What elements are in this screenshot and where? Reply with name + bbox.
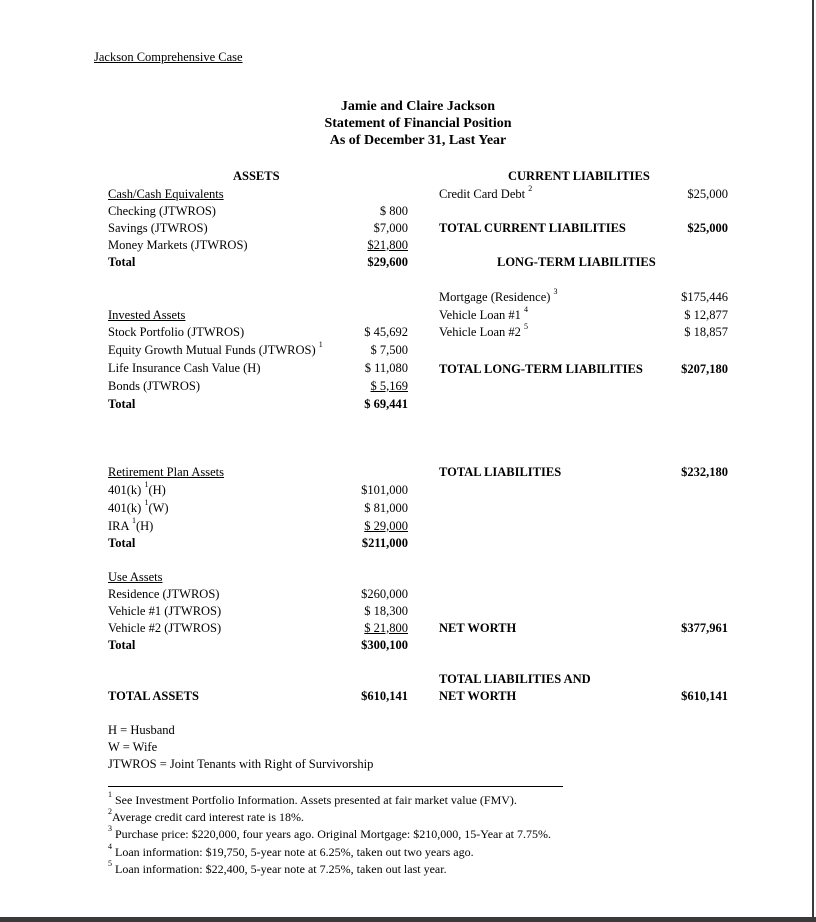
asset-value: $101,000 bbox=[361, 483, 408, 497]
asset-label: Bonds (JTWROS) bbox=[108, 379, 201, 393]
footnote-ref: 1 bbox=[131, 516, 136, 525]
heading-names: Jamie and Claire Jackson bbox=[340, 99, 496, 114]
footnote bbox=[108, 792, 517, 808]
footnote-number: 5 bbox=[108, 859, 112, 868]
page-frame-bottom bbox=[0, 917, 816, 922]
asset-label bbox=[108, 500, 169, 516]
footnote-ref: 1 bbox=[144, 498, 149, 507]
total-liabilities-label: TOTAL LIABILITIES bbox=[439, 465, 562, 479]
asset-value: $7,000 bbox=[373, 221, 408, 235]
asset-value: $ 18,300 bbox=[364, 604, 408, 618]
asset-label bbox=[108, 518, 153, 534]
footnote-ref: 2 bbox=[528, 184, 533, 193]
asset-value: $ 7,500 bbox=[370, 343, 408, 357]
footnote-number: 2 bbox=[108, 807, 112, 816]
footnote-divider bbox=[108, 786, 563, 787]
liability-label-text: Mortgage (Residence) bbox=[439, 290, 551, 304]
asset-label: Residence (JTWROS) bbox=[108, 587, 220, 601]
total-liabilities-value: $232,180 bbox=[681, 465, 728, 479]
assets-header: ASSETS bbox=[233, 169, 280, 183]
asset-value: $ 21,800 bbox=[364, 621, 408, 635]
legend-wife: W = Wife bbox=[108, 740, 158, 754]
asset-label: Savings (JTWROS) bbox=[108, 221, 208, 235]
total-long-term-liabilities-value: $207,180 bbox=[681, 362, 728, 376]
asset-label-text: 401(k) bbox=[108, 501, 142, 515]
total-liabilities-net-worth-label-line2: NET WORTH bbox=[439, 689, 517, 703]
heading-date: As of December 31, Last Year bbox=[329, 133, 507, 148]
invested-section-title: Invested Assets bbox=[108, 308, 186, 322]
footnote-text: Average credit card interest rate is 18%. bbox=[112, 810, 305, 824]
retirement-section-title: Retirement Plan Assets bbox=[108, 465, 224, 479]
footnote-ref: 1 bbox=[144, 480, 149, 489]
asset-value: $260,000 bbox=[361, 587, 408, 601]
footnote bbox=[108, 861, 447, 877]
asset-label: Vehicle #2 (JTWROS) bbox=[108, 621, 222, 635]
total-liabilities-net-worth-label-line1: TOTAL LIABILITIES AND bbox=[439, 672, 591, 686]
net-worth-value: $377,961 bbox=[681, 621, 728, 635]
invested-total-label: Total bbox=[108, 397, 136, 411]
footnote bbox=[108, 809, 304, 825]
credit-card-value: $25,000 bbox=[687, 187, 728, 201]
asset-value: $ 800 bbox=[379, 204, 408, 218]
asset-label-owner: (H) bbox=[148, 483, 166, 497]
asset-label: Life Insurance Cash Value (H) bbox=[108, 361, 261, 375]
credit-card-label-text: Credit Card Debt bbox=[439, 187, 526, 201]
cash-section-title: Cash/Cash Equivalents bbox=[108, 187, 224, 201]
total-long-term-liabilities-label: TOTAL LONG-TERM LIABILITIES bbox=[439, 362, 643, 376]
heading-statement: Statement of Financial Position bbox=[324, 116, 512, 131]
footnote-ref: 4 bbox=[524, 305, 529, 314]
footnote-ref: 3 bbox=[553, 287, 558, 296]
liability-label-text: Vehicle Loan #2 bbox=[439, 325, 521, 339]
page-frame-right bbox=[812, 0, 814, 922]
asset-label-text: 401(k) bbox=[108, 483, 142, 497]
liability-value: $175,446 bbox=[681, 290, 728, 304]
invested-total-value: $ 69,441 bbox=[364, 397, 408, 411]
asset-label bbox=[108, 482, 166, 498]
footnote-number: 3 bbox=[108, 824, 112, 833]
liability-label bbox=[439, 324, 528, 340]
asset-label: Stock Portfolio (JTWROS) bbox=[108, 325, 245, 339]
total-current-liabilities-label: TOTAL CURRENT LIABILITIES bbox=[439, 221, 626, 235]
total-assets-value: $610,141 bbox=[361, 689, 408, 703]
asset-value: $ 81,000 bbox=[364, 501, 408, 515]
asset-label bbox=[108, 342, 323, 358]
case-title: Jackson Comprehensive Case bbox=[94, 50, 243, 64]
liability-label-text: Vehicle Loan #1 bbox=[439, 308, 521, 322]
long-term-liabilities-header: LONG-TERM LIABILITIES bbox=[497, 255, 656, 269]
cash-total-value: $29,600 bbox=[367, 255, 408, 269]
footnote-number: 1 bbox=[108, 790, 112, 799]
credit-card-label bbox=[439, 186, 532, 202]
footnote-ref: 1 bbox=[318, 340, 323, 349]
net-worth-label: NET WORTH bbox=[439, 621, 517, 635]
total-liabilities-net-worth-value: $610,141 bbox=[681, 689, 728, 703]
asset-value: $ 11,080 bbox=[364, 361, 408, 375]
current-liabilities-header: CURRENT LIABILITIES bbox=[508, 169, 650, 183]
asset-label: Checking (JTWROS) bbox=[108, 204, 216, 218]
footnote-text: Loan information: $19,750, 5-year note at 6.25%, taken out two years ago. bbox=[115, 845, 474, 859]
use-section-title: Use Assets bbox=[108, 570, 163, 584]
legend-husband: H = Husband bbox=[108, 723, 175, 737]
asset-label-text: Equity Growth Mutual Funds (JTWROS) bbox=[108, 343, 316, 357]
asset-value: $ 45,692 bbox=[364, 325, 408, 339]
asset-label: Money Markets (JTWROS) bbox=[108, 238, 248, 252]
footnote-text: Purchase price: $220,000, four years ago. Original Mortgage: $210,000, 15-Year at 7.75%. bbox=[115, 827, 552, 841]
asset-label-owner: (W) bbox=[148, 501, 169, 515]
asset-label-text: IRA bbox=[108, 519, 129, 533]
liability-value: $ 12,877 bbox=[684, 308, 728, 322]
total-current-liabilities-value: $25,000 bbox=[687, 221, 728, 235]
footnote-text: See Investment Portfolio Information. Assets presented at fair market value (FMV). bbox=[115, 793, 517, 807]
asset-value: $21,800 bbox=[367, 238, 408, 252]
use-total-label: Total bbox=[108, 638, 136, 652]
footnote bbox=[108, 826, 551, 842]
retirement-total-label: Total bbox=[108, 536, 136, 550]
footnote-number: 4 bbox=[108, 842, 112, 851]
total-assets-label: TOTAL ASSETS bbox=[108, 689, 199, 703]
cash-total-label: Total bbox=[108, 255, 136, 269]
liability-value: $ 18,857 bbox=[684, 325, 728, 339]
footnote-text: Loan information: $22,400, 5-year note at 7.25%, taken out last year. bbox=[115, 862, 447, 876]
retirement-total-value: $211,000 bbox=[361, 536, 408, 550]
asset-label: Vehicle #1 (JTWROS) bbox=[108, 604, 222, 618]
asset-label-owner: (H) bbox=[135, 519, 154, 533]
legend-jtwros: JTWROS = Joint Tenants with Right of Survivorship bbox=[108, 757, 374, 771]
footnote bbox=[108, 844, 474, 860]
use-total-value: $300,100 bbox=[361, 638, 408, 652]
liability-label bbox=[439, 307, 528, 323]
asset-value: $ 29,000 bbox=[364, 519, 408, 533]
liability-label bbox=[439, 289, 558, 305]
footnote-ref: 5 bbox=[524, 322, 529, 331]
asset-value: $ 5,169 bbox=[370, 379, 408, 393]
